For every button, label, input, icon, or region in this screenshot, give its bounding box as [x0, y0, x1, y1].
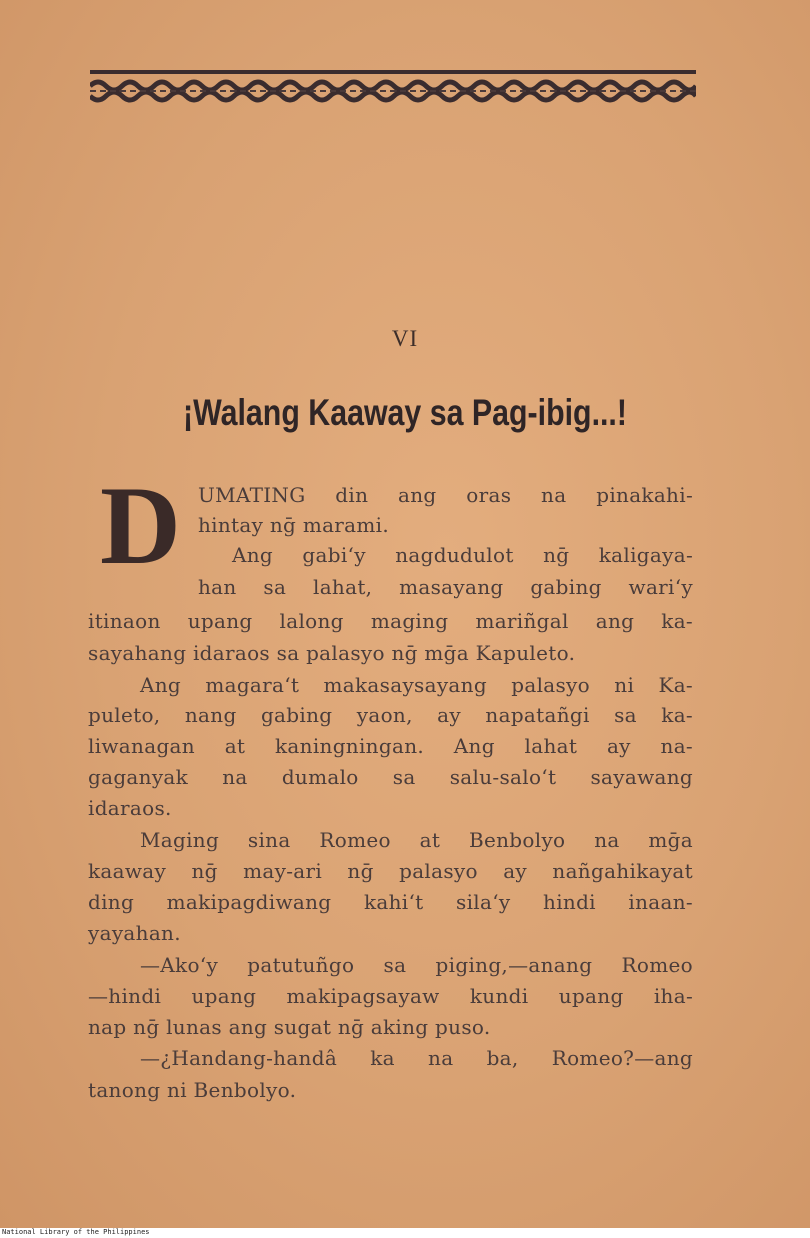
text-line: yayahan.: [88, 921, 181, 945]
chapter-number: VI: [391, 326, 419, 351]
footer-strip: [0, 1228, 810, 1238]
ornamental-header-border: [90, 70, 696, 110]
text-line: kaaway nḡ may-ari nḡ palasyo ay nañgahikayat: [88, 859, 693, 883]
chapter-title: ¡Walang Kaaway sa Pag-ibig...!: [183, 392, 627, 433]
text-line: idaraos.: [88, 796, 172, 820]
text-line: —¿Handang-handâ ka na ba, Romeo?—ang: [140, 1046, 693, 1070]
text-line: nap nḡ lunas ang sugat nḡ aking puso.: [88, 1015, 491, 1039]
text-line: Ang gabi‘y nagdudulot nḡ kaligaya-: [232, 543, 693, 567]
text-line: sayahang idaraos sa palasyo nḡ mḡa Kapuleto.: [88, 641, 576, 665]
text-line: liwanagan at kaningningan. Ang lahat ay na-: [88, 734, 693, 758]
text-line: —hindi upang makipagsayaw kundi upang iha-: [88, 984, 693, 1008]
text-line: ding makipagdiwang kahi‘t sila‘y hindi inaan-: [88, 890, 693, 914]
drop-cap: D: [100, 464, 181, 588]
text-line: han sa lahat, masayang gabing wari‘y: [198, 575, 693, 599]
text-line: puleto, nang gabing yaon, ay napatañgi sa ka-: [88, 703, 693, 727]
text-line: hintay nḡ marami.: [198, 513, 390, 537]
text-line: itinaon upang lalong maging mariñgal ang ka-: [88, 609, 693, 633]
text-line: gaganyak na dumalo sa salu-salo‘t sayawang: [88, 765, 693, 789]
text-line: —Ako‘y patutuñgo sa piging,—anang Romeo: [140, 953, 693, 977]
library-credit: National Library of the Philippines: [2, 1228, 150, 1236]
text-line: Ang magara‘t makasaysayang palasyo ni Ka-: [140, 673, 693, 697]
text-line: UMATING din ang oras na pinakahi-: [198, 483, 693, 507]
text-line: tanong ni Benbolyo.: [88, 1078, 297, 1102]
text-line: Maging sina Romeo at Benbolyo na mḡa: [140, 828, 693, 852]
